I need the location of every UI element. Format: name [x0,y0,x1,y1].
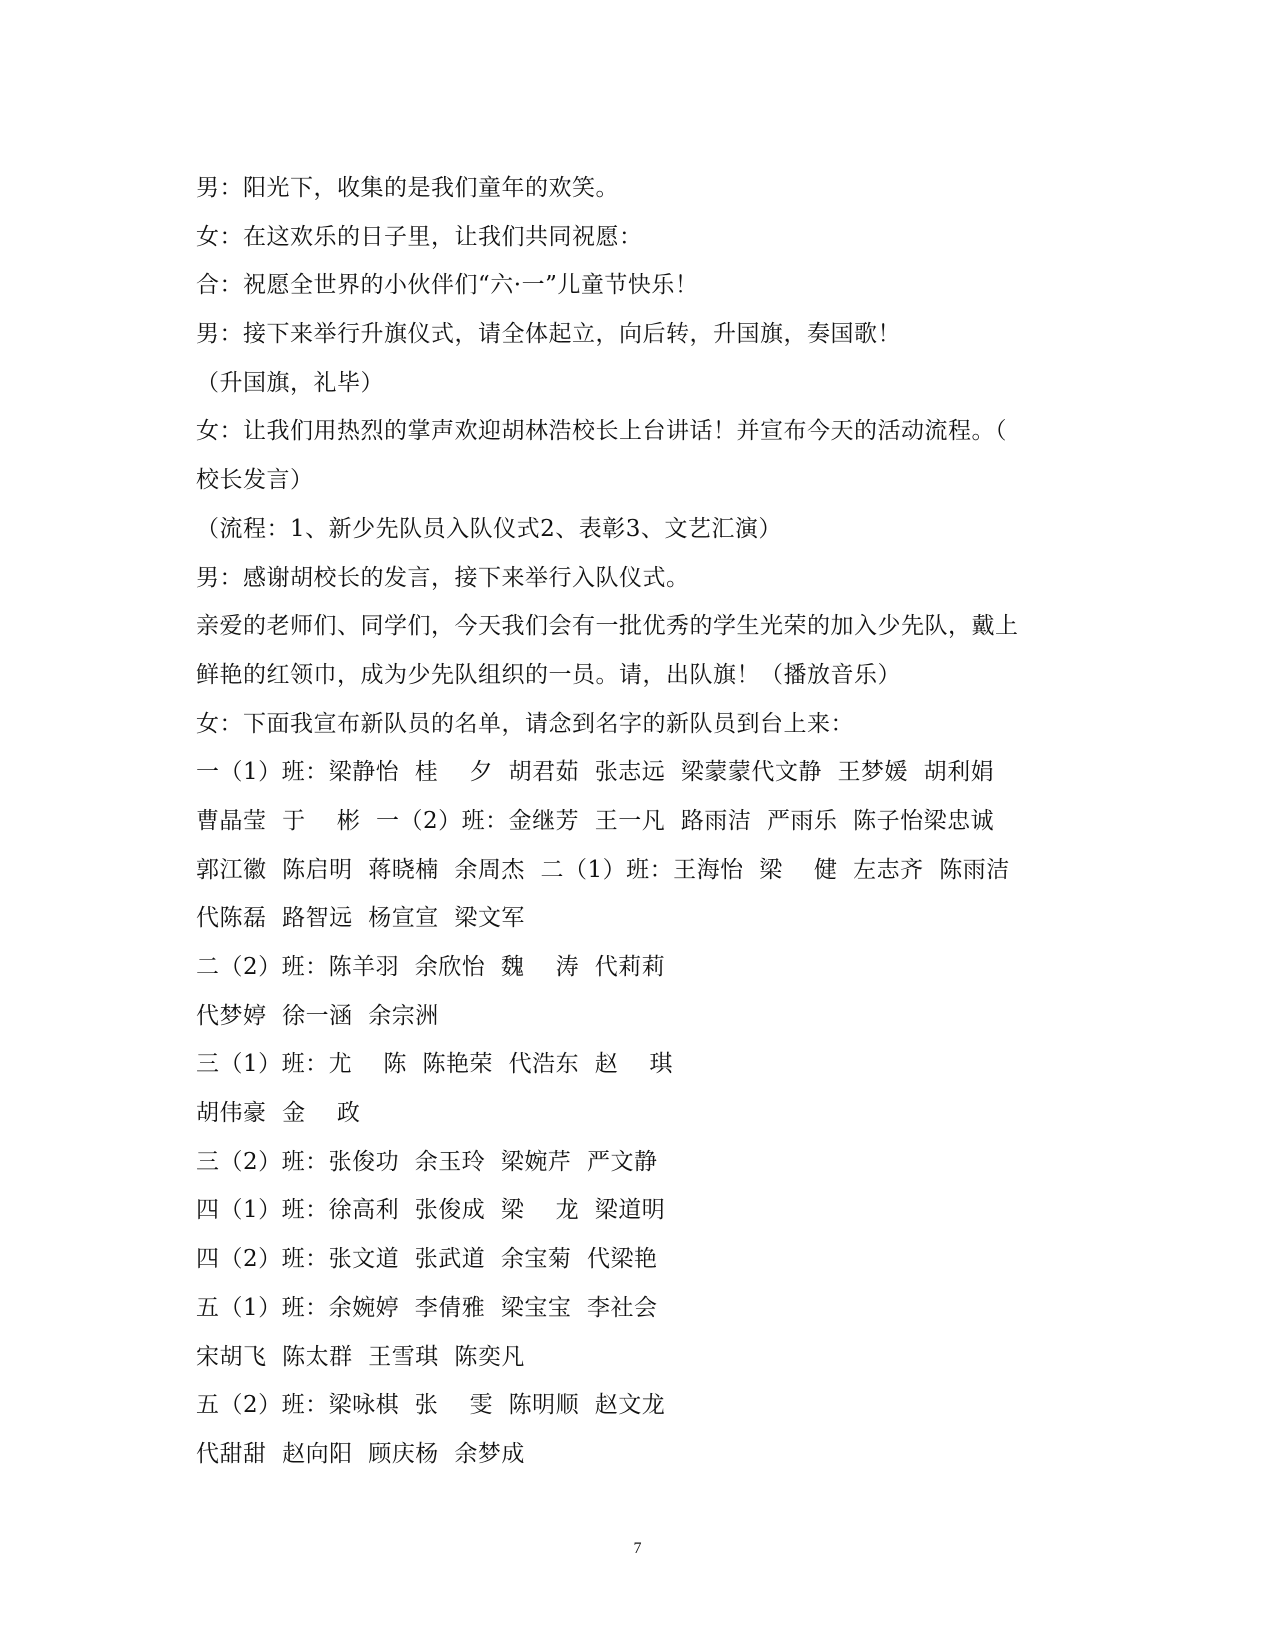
text-line: 男：接下来举行升旗仪式，请全体起立，向后转，升国旗，奏国歌！ [196,321,901,348]
text-line: 四（1）班：徐高利 张俊成 梁 龙 梁道明 [196,1197,666,1224]
page-number: 7 [633,1540,642,1557]
text-line: 二（2）班：陈羊羽 余欣怡 魏 涛 代莉莉 [196,954,666,980]
text-line: 合：祝愿全世界的小伙伴们“六·一”儿童节快乐！ [196,272,699,299]
text-line: 男：感谢胡校长的发言，接下来举行入队仪式。 [196,564,690,591]
text-line: 男：阳光下，收集的是我们童年的欢笑。 [196,175,619,201]
text-line: 五（1）班：余婉婷 李倩雅 梁宝宝 李社会 [196,1294,658,1321]
text-line: 胡伟豪 金 政 [196,1100,361,1127]
text-line: 代梦婷 徐一涵 余宗洲 [196,1002,439,1029]
text-line: 三（1）班：尤 陈 陈艳荣 代浩东 赵 琪 [196,1051,673,1078]
text-line: 女：在这欢乐的日子里，让我们共同祝愿： [196,223,643,250]
text-line: 女：让我们用热烈的掌声欢迎胡林浩校长上台讲话！并宣布今天的活动流程。（ [196,418,1007,445]
text-line: 校长发言） [196,467,314,494]
text-line: 鲜艳的红领巾，成为少先队组织的一员。请，出队旗！（播放音乐） [196,661,901,688]
text-line: 亲爱的老师们、同学们，今天我们会有一批优秀的学生光荣的加入少先队，戴上 [196,613,1019,640]
text-line: （升国旗，礼毕） [196,369,384,396]
text-line: （流程：1、新少先队员入队仪式2、表彰3、文艺汇演） [196,515,782,542]
text-line: 代陈磊 路智远 杨宣宣 梁文军 [196,905,525,932]
text-line: 五（2）班：梁咏棋 张 雯 陈明顺 赵文龙 [196,1392,666,1419]
text-line: 曹晶莹 于 彬 一（2）班：金继芳 王一凡 路雨洁 严雨乐 陈子怡梁忠诚 [196,807,995,834]
text-line: 郭江徽 陈启明 蒋晓楠 余周杰 二（1）班：王海怡 梁 健 左志齐 陈雨洁 [196,856,1010,883]
text-line: 女：下面我宣布新队员的名单，请念到名字的新队员到台上来： [196,710,854,737]
text-line: 代甜甜 赵向阳 顾庆杨 余梦成 [196,1440,525,1467]
text-line: 三（2）班：张俊功 余玉玲 梁婉芹 严文静 [196,1148,658,1175]
text-line: 宋胡飞 陈太群 王雪琪 陈奕凡 [196,1343,525,1370]
text-line: 一（1）班：梁静怡 桂 夕 胡君茹 张志远 梁蒙蒙代文静 王梦媛 胡利娟 [196,759,995,786]
document-body [196,164,1076,1479]
text-line: 四（2）班：张文道 张武道 余宝菊 代梁艳 [196,1246,658,1273]
